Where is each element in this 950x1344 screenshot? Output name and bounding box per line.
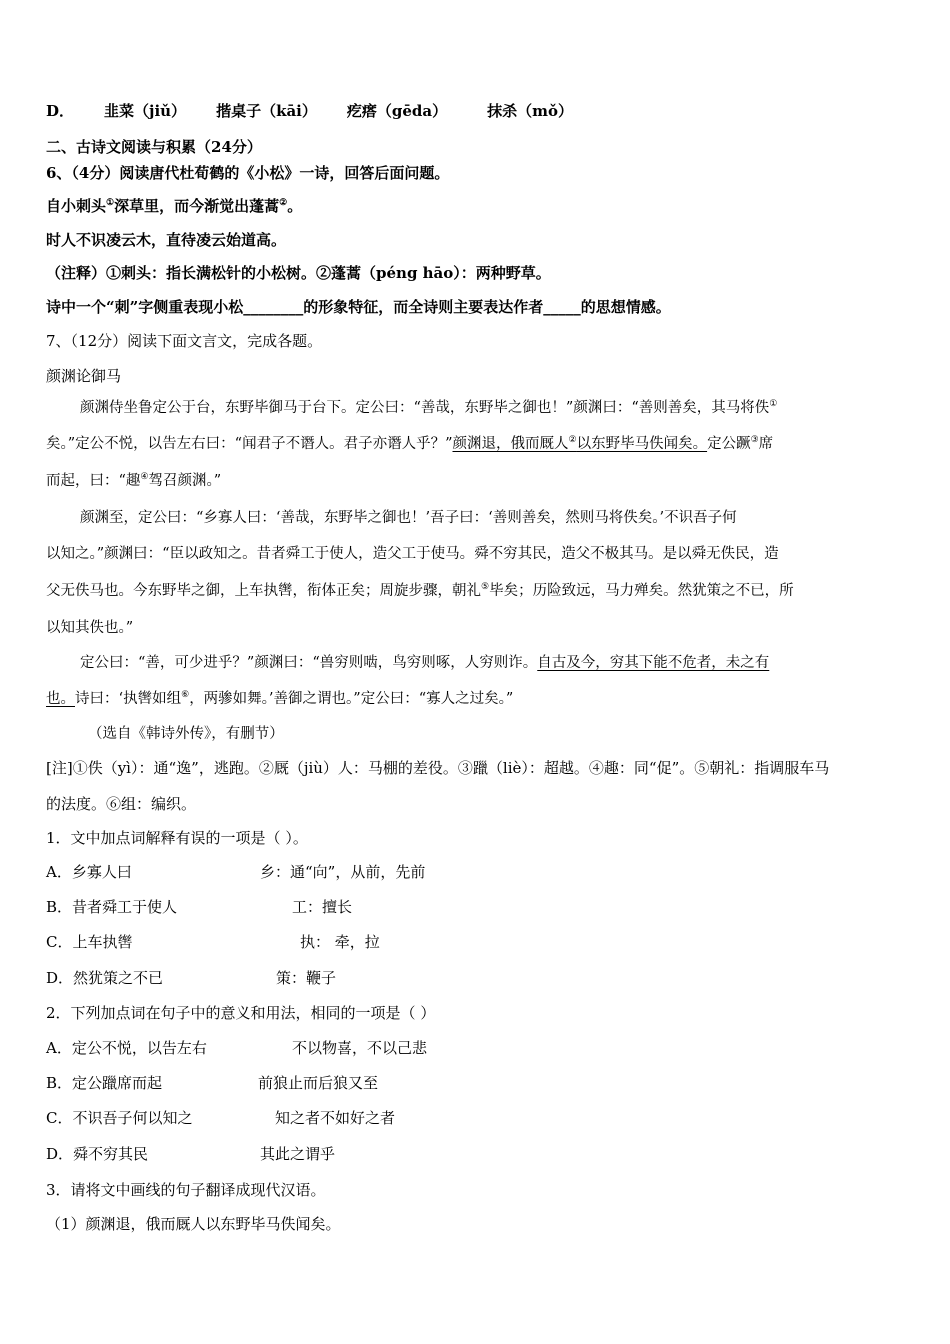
footnote-marker: ④ — [140, 472, 149, 482]
poem-note: （注释）①刺头：指长满松针的小松树。②蓬蒿（péng hāo）：两种野草。 — [46, 264, 551, 282]
option-label: D． — [46, 102, 75, 120]
passage-text: 定公曰：“善，可少进乎？”颜渊曰：“兽穷则啮，鸟穷则啄，人穷则诈。 — [80, 655, 538, 671]
passage-p1-line3 — [46, 471, 910, 491]
passage-text: 颜渊侍坐鲁定公于台，东野毕御马于台下。定公曰：“善哉，东野毕之御也！”颜渊曰：“善则善矣，其马将佚 — [80, 400, 770, 416]
passage-title: 颜渊论御马 — [46, 367, 122, 385]
option-label: D．舜不穷其民 — [46, 1145, 149, 1163]
footnote-marker: ③ — [750, 435, 759, 445]
q7-stem: 7、（12分）阅读下面文言文，完成各题。 — [46, 332, 323, 350]
poem-line-1 — [46, 196, 910, 216]
footnote-marker: ⑤ — [481, 582, 490, 592]
footnote-marker: ② — [279, 198, 288, 208]
passage-p1-line1 — [80, 398, 910, 418]
passage-text: 矣。”定公不悦，以告左右曰：“闻君子不谮人。君子亦谮人乎？” — [46, 436, 453, 452]
passage-p3-line1 — [80, 653, 910, 673]
option-item: 揩桌子（kāi） — [216, 102, 317, 120]
passage-p2-line1: 颜渊至，定公曰：“乡寡人曰：‘善哉，东野毕之御也！’吾子曰：‘善则善矣，然则马将佚矣。’不识吾子何 — [80, 510, 737, 526]
q6-stem: 6、（4分）阅读唐代杜荀鹤的《小松》一诗，回答后面问题。 — [46, 164, 450, 182]
passage-text: ，两骖如舞。’善御之谓也。”定公曰：“寡人之过矣。” — [189, 691, 514, 707]
passage-text: 驾召颜渊。” — [148, 473, 222, 489]
underlined-sentence — [453, 436, 708, 452]
sub2-option-c — [46, 1108, 910, 1128]
passage-p3-line2 — [46, 689, 910, 709]
option-explanation: 其此之谓乎 — [260, 1145, 336, 1163]
passage-p2-line4: 以知其佚也。” — [46, 620, 134, 636]
passage-notes-line2: 的法度。⑥组：编织。 — [46, 795, 197, 813]
sub2-option-a — [46, 1038, 910, 1058]
option-label: D．然犹策之不已 — [46, 969, 164, 987]
passage-text: 定公蹶 — [707, 436, 751, 452]
poem-text: 。 — [287, 197, 303, 215]
underlined-sentence: 自古及今，穷其下能不危者，未之有 — [537, 655, 770, 671]
option-label: B．定公躐席而起 — [46, 1074, 163, 1092]
option-explanation: 前狼止而后狼又至 — [258, 1074, 379, 1092]
footnote-marker: ① — [106, 198, 115, 208]
option-label: A．乡寡人曰 — [46, 863, 132, 881]
option-explanation: 不以物喜，不以己悲 — [292, 1039, 428, 1057]
passage-p2-line2: 以知之。”颜渊曰：“臣以政知之。昔者舜工于使人，造父工于使马。舜不穷其民，造父不极其马。是以舜无佚民，造 — [46, 546, 779, 562]
option-label: B．昔者舜工于使人 — [46, 898, 178, 916]
option-explanation: 执： 牵，拉 — [300, 933, 380, 951]
option-label: C．不识吾子何以知之 — [46, 1109, 193, 1127]
q6-question: 诗中一个“刺”字侧重表现小松________的形象特征，而全诗则主要表达作者_____的思想情感。 — [46, 298, 671, 316]
poem-text: 深草里，而今渐觉出蓬蒿 — [114, 197, 280, 215]
passage-source: （选自《韩诗外传》，有删节） — [88, 726, 284, 742]
footnote-marker: ⑥ — [181, 690, 190, 700]
sub1-option-c — [46, 932, 910, 952]
sub1-option-a — [46, 862, 910, 882]
option-explanation: 乡：通“向”，从前，先前 — [260, 863, 426, 881]
sub1-option-d — [46, 968, 910, 988]
poem-line-2: 时人不识凌云木，直待凌云始道高。 — [46, 231, 287, 249]
passage-text: 而起，曰：“趣 — [46, 473, 141, 489]
footnote-marker: ② — [568, 435, 577, 445]
sub1-option-b — [46, 897, 910, 917]
sub2-option-b — [46, 1073, 910, 1093]
passage-text: 诗曰：‘执辔如组 — [75, 691, 182, 707]
passage-text: 颜渊退，俄而厩人 — [452, 436, 569, 452]
sub3-stem: 3．请将文中画线的句子翻译成现代汉语。 — [46, 1181, 326, 1199]
sub1-stem: 1．文中加点词解释有误的一项是（ ）。 — [46, 829, 308, 847]
option-label: C．上车执辔 — [46, 933, 133, 951]
passage-text: 席 — [758, 436, 774, 452]
option-item: 韭菜（jiǔ） — [104, 102, 187, 120]
sub2-option-d — [46, 1144, 910, 1164]
option-explanation: 工：擅长 — [292, 898, 353, 916]
sub2-stem: 2．下列加点词在句子中的意义和用法，相同的一项是（ ） — [46, 1004, 436, 1022]
option-explanation: 策：鞭子 — [276, 969, 337, 987]
q5-option-d — [46, 101, 910, 121]
passage-notes-line1: [注]①佚（yì）：通“逸”，逃跑。②厩（jiù）人：马棚的差役。③躐（liè）：超越。④趣：同“促”。⑤朝礼：指调服车马 — [46, 759, 830, 777]
passage-p2-line3 — [46, 581, 910, 601]
option-explanation: 知之者不如好之者 — [275, 1109, 396, 1127]
option-item: 抹杀（mǒ） — [487, 102, 574, 120]
passage-text: 以东野毕马佚闻矣。 — [576, 436, 708, 452]
poem-text: 自小刺头 — [46, 197, 107, 215]
option-item: 疙瘩（gēda） — [346, 102, 448, 120]
underlined-sentence: 也。 — [46, 691, 75, 707]
passage-text: 毕矣；历险致远，马力殚矣。然犹策之不已，所 — [489, 583, 794, 599]
footnote-marker: ① — [769, 399, 778, 409]
passage-p1-line2 — [46, 434, 910, 454]
option-label: A．定公不悦，以告左右 — [46, 1039, 207, 1057]
section-title: 二、古诗文阅读与积累（24分） — [46, 138, 262, 156]
passage-text: 父无佚马也。今东野毕之御，上车执辔，衔体正矣；周旋步骤，朝礼 — [46, 583, 481, 599]
sub3-item1: （1）颜渊退，俄而厩人以东野毕马佚闻矣。 — [46, 1215, 341, 1233]
